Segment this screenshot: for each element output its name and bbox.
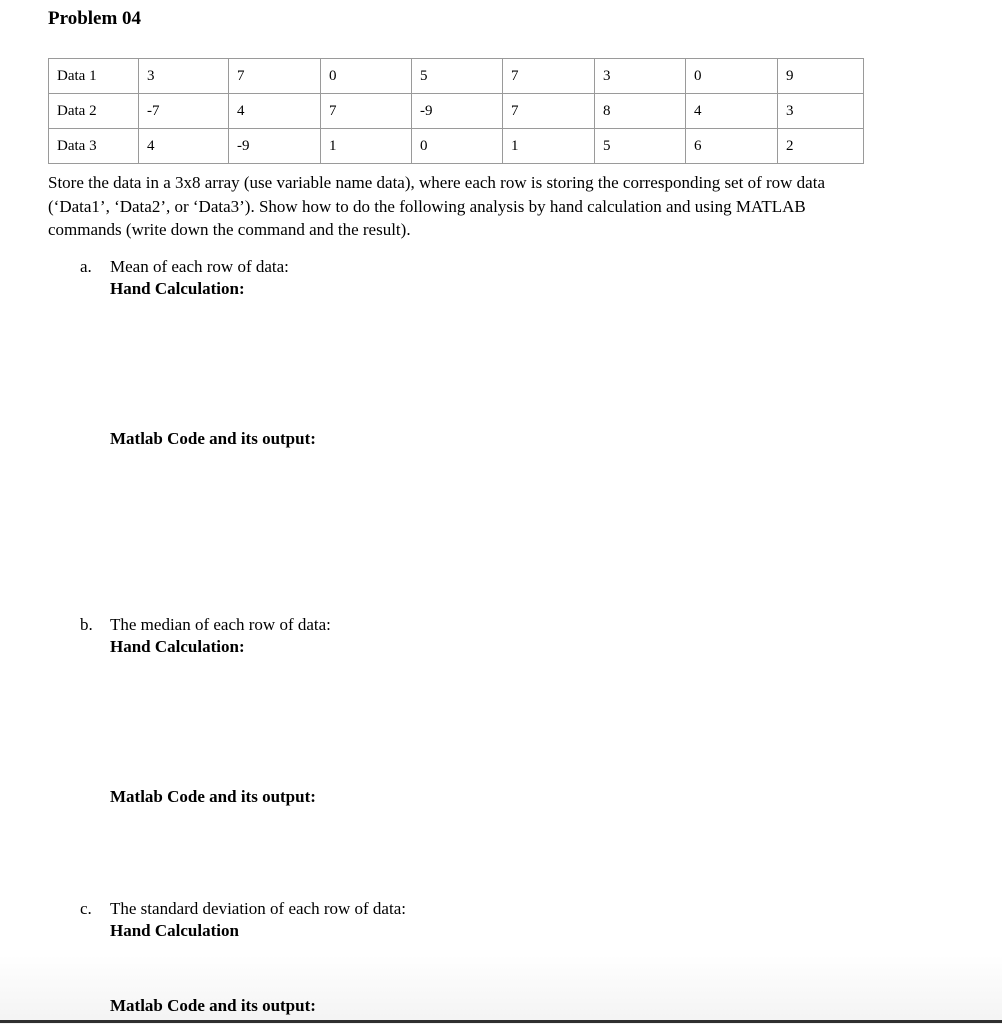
row-label: Data 2 (49, 94, 139, 129)
table-cell: 5 (412, 59, 503, 94)
table-cell: 5 (595, 129, 686, 164)
table-cell: 4 (139, 129, 229, 164)
data-table (48, 58, 864, 164)
part-a-marker: a. (80, 257, 92, 276)
table-cell: 3 (139, 59, 229, 94)
prompt-line: (‘Data1’, ‘Data2’, or ‘Data3’). Show how to do the following analysis by hand calculation and using MATLAB (48, 196, 806, 216)
table-cell: 4 (686, 94, 778, 129)
table-cell: 1 (321, 129, 412, 164)
prompt-line: Store the data in a 3x8 array (use variable name data), where each row is storing the corresponding set of row data (48, 173, 825, 192)
table-row (49, 94, 864, 129)
part-b-hand-calculation-label: Hand Calculation: (110, 637, 245, 656)
table-cell: -9 (412, 94, 503, 129)
bottom-divider (0, 1020, 1002, 1023)
table-cell: 9 (778, 59, 864, 94)
part-a-question (80, 256, 289, 278)
prompt-line: commands (write down the command and the result). (48, 220, 411, 239)
part-c-question (80, 898, 406, 920)
part-c-question-text: The standard deviation of each row of data: (110, 899, 406, 918)
table-row (49, 59, 864, 94)
table-cell: 7 (503, 59, 595, 94)
part-b-matlab-label: Matlab Code and its output: (110, 787, 316, 806)
table-cell: 7 (321, 94, 412, 129)
part-a-matlab-label: Matlab Code and its output: (110, 429, 316, 448)
part-a-hand-calculation-label: Hand Calculation: (110, 279, 245, 298)
part-b-question (80, 614, 331, 636)
part-c-hand-calculation-label: Hand Calculation (110, 921, 239, 940)
table-cell: 4 (229, 94, 321, 129)
problem-prompt (48, 171, 928, 242)
part-b-question-text: The median of each row of data: (110, 615, 331, 634)
problem-title: Problem 04 (48, 8, 142, 29)
table-row (49, 129, 864, 164)
table-cell: -7 (139, 94, 229, 129)
table-cell: 2 (778, 129, 864, 164)
row-label: Data 3 (49, 129, 139, 164)
table-cell: 0 (686, 59, 778, 94)
table-cell: -9 (229, 129, 321, 164)
table-cell: 7 (229, 59, 321, 94)
part-b-marker: b. (80, 615, 93, 634)
table-cell: 1 (503, 129, 595, 164)
part-c-matlab-label: Matlab Code and its output: (110, 996, 316, 1015)
row-label: Data 1 (49, 59, 139, 94)
table-cell: 3 (778, 94, 864, 129)
table-cell: 8 (595, 94, 686, 129)
part-c-marker: c. (80, 899, 92, 918)
table-cell: 0 (412, 129, 503, 164)
table-cell: 3 (595, 59, 686, 94)
table-cell: 7 (503, 94, 595, 129)
part-a-question-text: Mean of each row of data: (110, 257, 289, 276)
table-cell: 0 (321, 59, 412, 94)
table-cell: 6 (686, 129, 778, 164)
